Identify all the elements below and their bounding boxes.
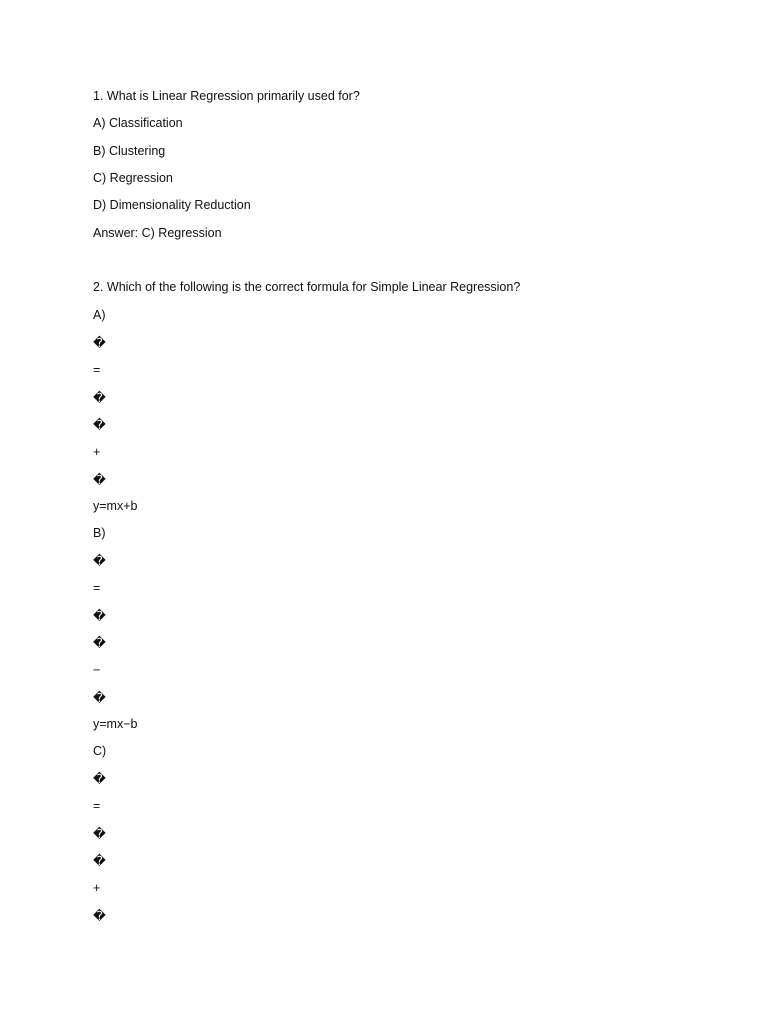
q2-option-b-formula: y=mx−b — [93, 717, 138, 731]
q2-option-b-token: � — [93, 554, 106, 568]
q2-option-a-token: � — [93, 418, 106, 432]
q2-option-b-token: � — [93, 691, 106, 705]
q2-option-a-token: + — [93, 445, 101, 459]
q2-option-a-formula: y=mx+b — [93, 499, 138, 513]
q2-option-a-label: A) — [93, 308, 106, 322]
q2-option-c-token: � — [93, 909, 106, 923]
q2-option-b-token: � — [93, 636, 106, 650]
q2-option-a-token: � — [93, 336, 106, 350]
q2-option-b-token: − — [93, 663, 101, 677]
q2-option-a-token: � — [93, 473, 106, 487]
q2-option-a-token: = — [93, 363, 101, 377]
q2-option-c-label: C) — [93, 744, 107, 758]
q2-option-a-token: � — [93, 391, 106, 405]
question-2-text: 2. Which of the following is the correct formula for Simple Linear Regression? — [93, 280, 521, 294]
q2-option-b-token: � — [93, 609, 106, 623]
question-1-text: 1. What is Linear Regression primarily used for? — [93, 89, 360, 103]
q1-option-d: D) Dimensionality Reduction — [93, 198, 251, 212]
q2-option-c-token: + — [93, 881, 101, 895]
q2-option-c-token: � — [93, 772, 106, 786]
q1-option-c: C) Regression — [93, 171, 173, 185]
q2-option-c-token: � — [93, 854, 106, 868]
q1-option-b: B) Clustering — [93, 144, 166, 158]
q1-answer: Answer: C) Regression — [93, 226, 222, 240]
q2-option-b-token: = — [93, 581, 101, 595]
q2-option-b-label: B) — [93, 526, 106, 540]
q2-option-c-token: � — [93, 827, 106, 841]
q1-option-a: A) Classification — [93, 116, 183, 130]
q2-option-c-token: = — [93, 799, 101, 813]
